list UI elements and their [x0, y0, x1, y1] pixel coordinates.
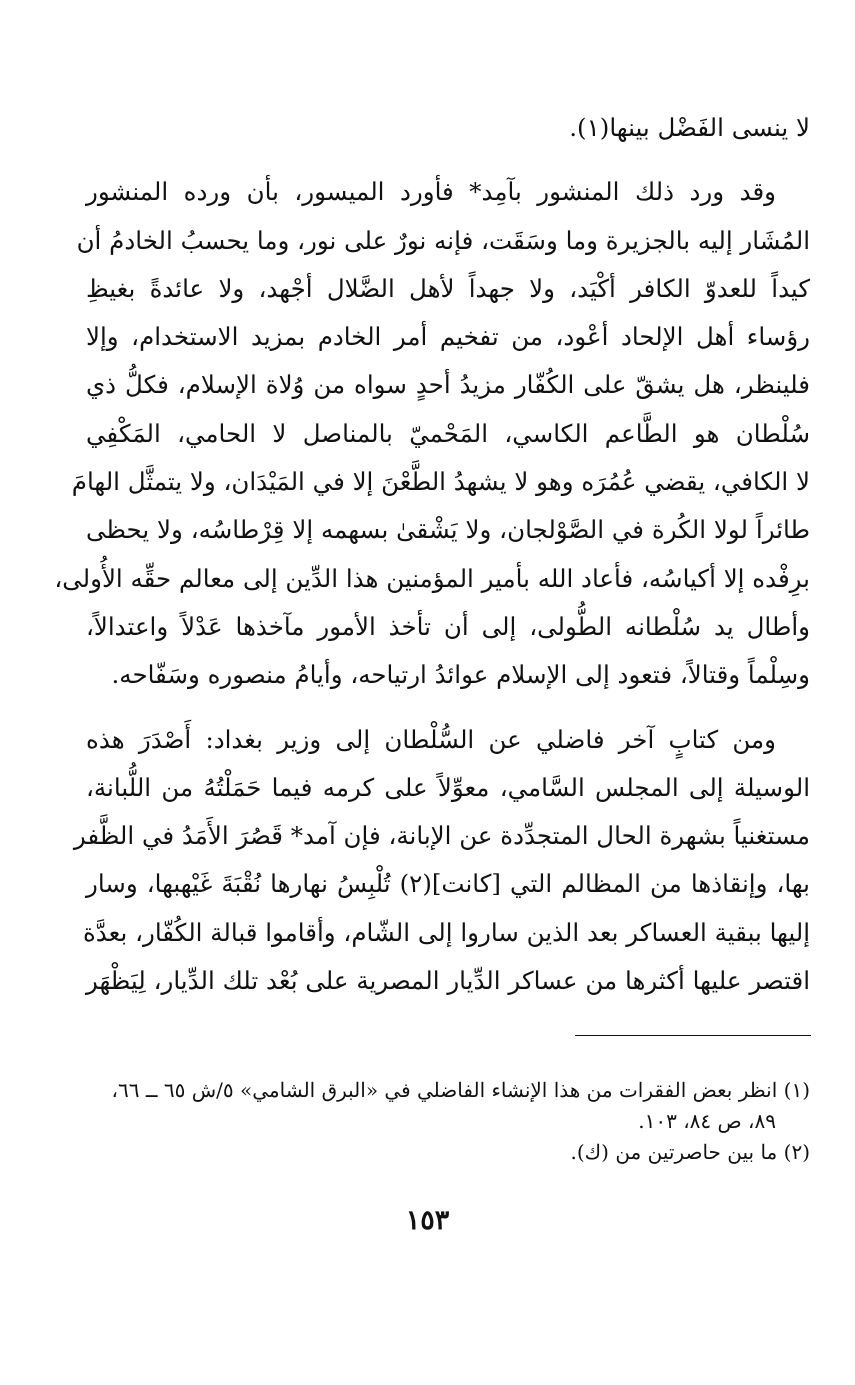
- paragraph-2: [54, 168, 810, 699]
- paragraph-3: [73, 716, 810, 1006]
- footnote-2: (٢) ما بين حاصرتين من (ك).: [570, 1140, 810, 1164]
- text-line: الوسيلة إلى المجلس السَّامي، معوِّلاً على كرمه فيما حَمَلْتُهُ من اللُّبانة،: [86, 772, 810, 802]
- text-line: وسِلْماً وقتالاً، فتعود إلى الإسلام عوائدُ ارتياحه، وأيامُ منصوره وسَفّاحه.: [111, 660, 810, 690]
- text-line: وقد ورد ذلك المنشور بآمِد* فأورد الميسور، بأن ورده المنشور: [86, 177, 776, 207]
- text-line: رؤساء أهل الإلحاد أعْود، من تفخيم أمر الخادم بمزيد الاستخدام، وإلا: [86, 322, 810, 352]
- text-line: كيداً للعدوّ الكافر أكْيَد، ولا جهداً لأهل الضَّلال أجْهد، ولا عائدةً بغيظِ: [86, 273, 810, 303]
- footnote-separator: [575, 1035, 811, 1036]
- main-text-block: [54, 104, 810, 1005]
- text-line: ومن كتابٍ آخر فاضلي عن السُّلْطان إلى وزير بغداد: أَصْدَرَ هذه: [86, 724, 776, 754]
- text-line: لا ينسى الفَضْل بينها(١).: [569, 113, 810, 142]
- footnote-1-continuation: ٨٩، ص ٨٤، ١٠٣.: [638, 1109, 776, 1133]
- paragraph-1: [86, 104, 810, 152]
- text-line: مستغنياً بشهرة الحال المتجدِّدة عن الإبانة، فإن آمد* قَصُرَ الأَمَدُ في الظَّفر: [73, 821, 810, 851]
- text-line: إليها ببقية العساكر بعد الذين ساروا إلى الشّام، وأقاموا قبالة الكُفّار، بعدَّة: [82, 917, 810, 947]
- text-line: طائراً لولا الكُرة في الصَّوْلجان، ولا يَشْقىٰ بسهمه إلا قِرْطاسُه، ولا يحظى: [86, 515, 810, 545]
- text-line: سُلْطان هو الطَّاعم الكاسي، المَحْميّ بالمناصل لا الحامي، المَكْفِي: [86, 418, 810, 448]
- footnotes: [86, 1075, 810, 1168]
- text-line: برِفْده إلا أكياسُه، فأعاد الله بأمير المؤمنين هذا الدِّين إلى معالم حقِّه الأُولى،: [54, 563, 810, 593]
- text-line: لا الكافي، يقضي عُمُرَه وهو لا يشهدُ الطَّعْنَ إلا في المَيْدَان، ولا يتمثَّل الهامَ: [71, 467, 810, 497]
- page-number: ١٥٣: [405, 1205, 450, 1236]
- text-line: بها، وإنقاذها من المظالم التي [كانت](٢) تُلْبِسُ نهارها نُقْبَةَ غَيْهبها، وسار: [86, 869, 810, 899]
- text-line: المُشَار إليه بالجزيرة وما وسَقَت، فإنه نورٌ على نور، وما يحسبُ الخادمُ أن: [76, 225, 810, 255]
- footnote-1: (١) انظر بعض الفقرات من هذا الإنشاء الفاضلي في «البرق الشامي» ٥/ش ٦٥ ــ ٦٦،: [111, 1078, 810, 1102]
- text-line: اقتصر عليها أكثرها من عساكر الدِّيار المصرية على بُعْد تلك الدِّيار، لِيَظْهَر: [86, 966, 810, 996]
- text-line: وأطال يد سُلْطانه الطُّولى، إلى أن تأخذ الأمور مآخذها عَدْلاً واعتدالاً،: [86, 611, 810, 641]
- text-line: فلينظر، هل يشقّ على الكُفّار مزيدُ أحدٍ سواه من وُلاة الإسلام، فكلُّ ذي: [86, 370, 810, 400]
